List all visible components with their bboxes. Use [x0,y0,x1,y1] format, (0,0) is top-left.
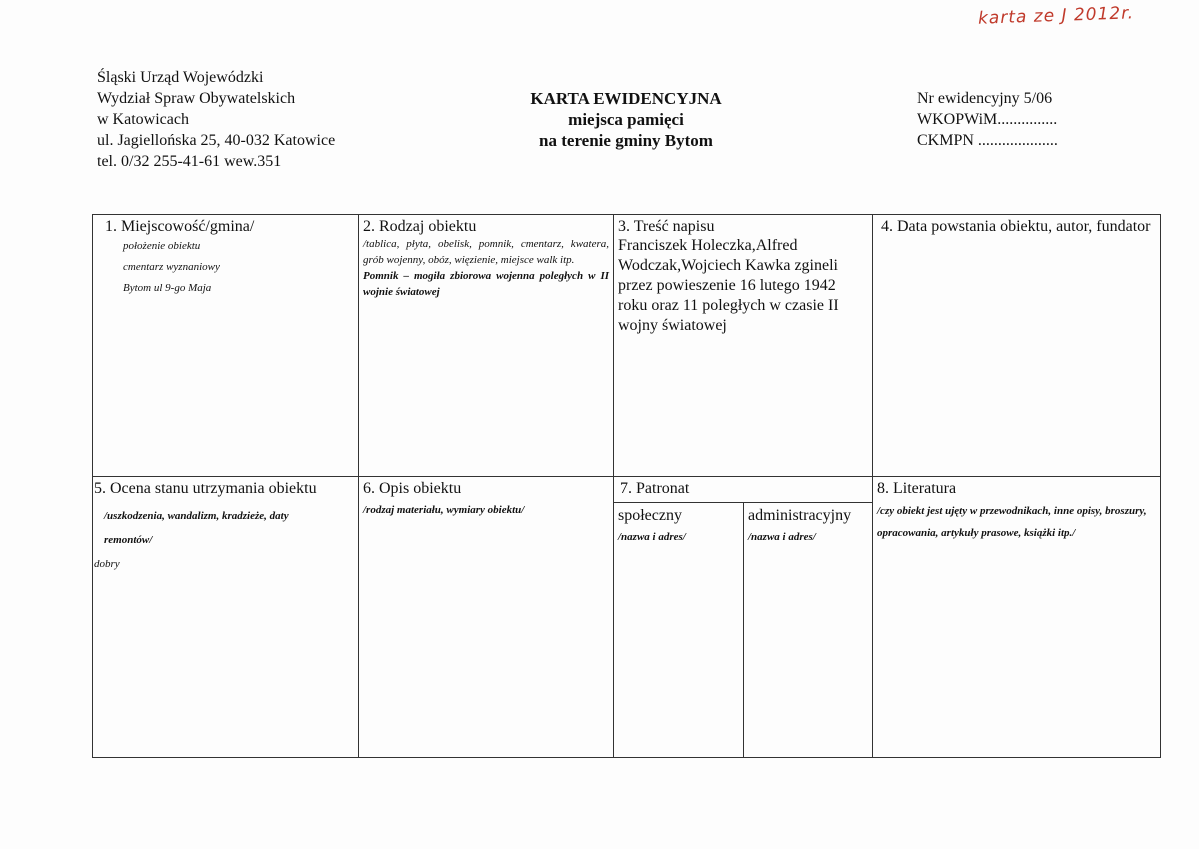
registry-info [917,88,1058,151]
cell-date-author [873,215,1161,477]
patronage-admin-label: administracyjny [748,507,852,524]
cell-hint: /rodzaj materiału, wymiary obiektu/ [363,504,525,516]
cell-heading: 1. Miejscowość/gmina/ [105,218,255,235]
issuer-line: Wydział Spraw Obywatelskich [97,90,296,107]
issuer-line: tel. 0/32 255-41-61 wew.351 [97,153,282,170]
cell-literature [873,477,1161,758]
cell-heading: 2. Rodzaj obiektu [363,218,477,235]
title-line: miejsca pamięci [568,110,684,129]
cell-object-type [359,215,614,477]
cell-location [93,215,359,477]
cell-heading: 6. Opis obiektu [363,480,462,497]
record-table [92,214,1161,758]
issuer-address [97,67,335,172]
handwritten-note: karta ze J 2012r. [977,3,1135,29]
cell-value: Bytom ul 9-go Maja [123,282,212,294]
patronage-social [614,503,743,757]
cell-value: Pomnik – mogiła zbiorowa wojenna poległych w II wojnie światowej [363,270,609,298]
cell-value: cmentarz wyznaniowy [123,261,220,273]
title-line: KARTA EWIDENCYJNA [530,89,722,108]
cell-hint: /uszkodzenia, wandalizm, kradzieże, daty remontów/ [104,510,289,546]
cell-hint: /nazwa i adres/ [748,531,816,543]
cell-inscription [614,215,873,477]
patronage-admin [743,503,872,757]
cell-heading: 3. Treść napisu [618,218,715,235]
cell-condition [93,477,359,758]
document-title [466,88,786,151]
issuer-line: ul. Jagiellońska 25, 40-032 Katowice [97,132,336,149]
registry-number: Nr ewidencyjny 5/06 [917,90,1053,107]
issuer-line: w Katowicach [97,111,189,128]
registry-ckmpn: CKMPN .................... [917,132,1058,149]
cell-hint: /nazwa i adres/ [618,531,686,543]
cell-hint: /czy obiekt jest ujęty w przewodnikach, inne opisy, broszury, opracowania, artykuły prasowe, książki itp./ [877,505,1147,539]
cell-value: Franciszek Holeczka,Alfred Wodczak,Wojciech Kawka zgineli przez powieszenie 16 lutego 1942 roku oraz 11 poległych w czasie II wojny światowej [618,237,839,334]
cell-heading: 8. Literatura [877,480,957,497]
cell-patronage [614,477,873,758]
issuer-line: Śląski Urząd Wojewódzki [97,69,264,86]
cell-hint: położenie obiektu [123,240,201,252]
cell-description [359,477,614,758]
cell-heading: 7. Patronat [614,477,872,503]
cell-heading: 5. Ocena stanu utrzymania obiektu [94,480,317,497]
cell-value: dobry [94,558,120,570]
cell-hint: /tablica, płyta, obelisk, pomnik, cmentarz, kwatera, grób wojenny, obóz, więzienie, miejsce walk itp. [363,238,609,266]
cell-heading: 4. Data powstania obiektu, autor, fundator [881,218,1151,235]
patronage-social-label: społeczny [618,507,682,524]
registry-wkopwim: WKOPWiM............... [917,111,1058,128]
title-line: na terenie gminy Bytom [539,131,713,150]
